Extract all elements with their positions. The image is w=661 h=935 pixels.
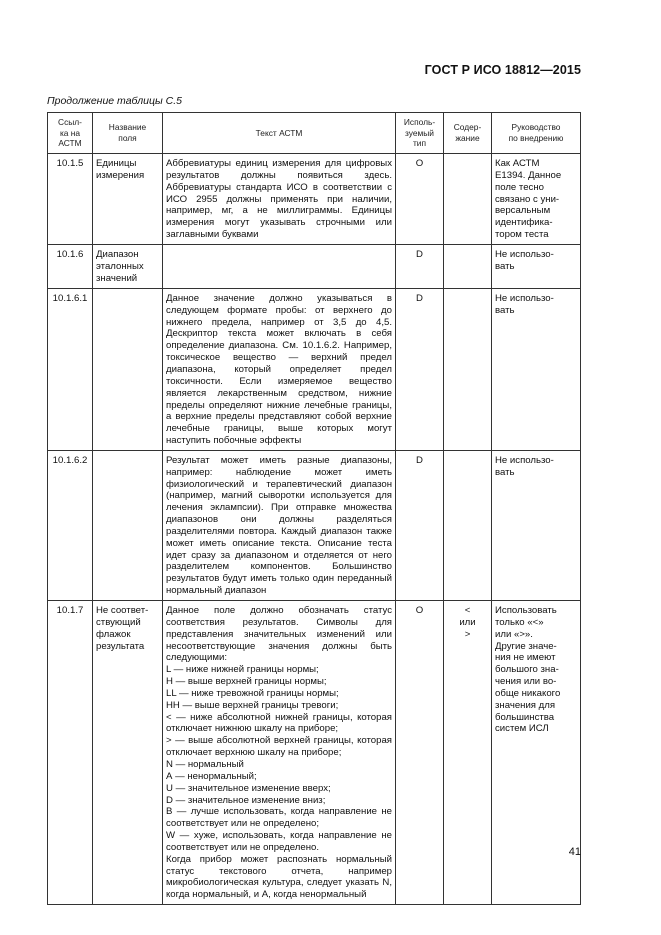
table-caption: Продолжение таблицы С.5 xyxy=(47,95,182,107)
cell-guide: Не использо- вать xyxy=(492,244,581,288)
header-astm-ref: Ссыл- ка на АСТМ xyxy=(48,113,93,154)
cell-content xyxy=(444,154,492,245)
cell-ref: 10.1.6.1 xyxy=(48,288,93,450)
table-row xyxy=(48,154,581,245)
cell-content: < или > xyxy=(444,601,492,905)
cell-name: Диапазон эталонных значений xyxy=(93,244,163,288)
cell-name xyxy=(93,450,163,600)
cell-text: Данное поле должно обозначать статус соответствия результатов. Символы для представления значительных изменений или несоответствующие значения должны быть следующими: L — ниже нижней границы нормы; Н — выше верхней границы нормы; LL — ниже тревожной границы нормы; НН — выше верхней границы тревоги; < — ниже абсолютной нижней границы, которая отключает нижнюю шкалу на приборе; > — выше абсолютной верхней границы, которая отключает верхнюю шкалу на приборе; N — нормальный А — ненормальный; U — значительное изменение вверх; D — значительное изменение вниз; В — лучше использовать, когда направление не соответствует или не определено; W — хуже, использовать, когда направление не соответствует или не определено. Когда прибор может распознать нормальный статус текстового отчета, например микробиологическая культура, следует указать N, когда нормальный, и А, когда ненормальный xyxy=(163,601,396,905)
cell-text: Результат может иметь разные диапазоны, например: наблюдение может иметь физиологический и терапевтический диапазон (например, магний сыворотки используется для лечения эклампсии). При отправке множества диапазонов они должны разделяться разделителями повтора. Каждый диапазон также может иметь описание текста. Описание теста идет сразу за диапазоном и отделяется от него разделителем компонентов. Большинство результатов будут иметь только один переданный нормальный диапазон xyxy=(163,450,396,600)
cell-content xyxy=(444,450,492,600)
cell-ref: 10.1.6.2 xyxy=(48,450,93,600)
table-row xyxy=(48,288,581,450)
cell-guide: Использовать только «<» или «>». Другие значе- ния не имеют большого зна- чения или во- обще никакого значения для большинства систем ИСЛ xyxy=(492,601,581,905)
cell-text: Данное значение должно указываться в следующем формате пробы: от верхнего до нижнего предела, например от 3,5 до 4,5. Дескриптор текста может включать в себя определение диапазона. См. 10.1.6.2. Например, токсическое вещество — верхний предел диапазона, который определяет предел токсичности. Если измеряемое вещество является лекарственным средством, нижние пределы определяют нижние лечебные границы, а верхние пределы представляют собой верхние лечебные границы, выше которых могут наступить побочные эффекты xyxy=(163,288,396,450)
table-row xyxy=(48,601,581,905)
header-field-name: Название поля xyxy=(93,113,163,154)
cell-type: O xyxy=(396,154,444,245)
header-content: Содер- жание xyxy=(444,113,492,154)
header-used-type: Исполь- зуемый тип xyxy=(396,113,444,154)
header-astm-text: Текст АСТМ xyxy=(163,113,396,154)
page-number: 41 xyxy=(568,846,581,858)
cell-name: Единицы измерения xyxy=(93,154,163,245)
table-row xyxy=(48,244,581,288)
table-row xyxy=(48,450,581,600)
document-header: ГОСТ Р ИСО 18812—2015 xyxy=(424,63,581,77)
cell-type: D xyxy=(396,450,444,600)
cell-type: D xyxy=(396,288,444,450)
cell-text: Аббревиатуры единиц измерения для цифровых результатов должны появиться здесь. Аббревиатуры стандарта ИСО в соответствии с ИСО 2955 должны применять при наличии, например, мг, а не миллиграммы. Единицы измерения могут указывать строчными или заглавными буквами xyxy=(163,154,396,245)
cell-content xyxy=(444,288,492,450)
cell-name: Не соответ- ствующий флажок результата xyxy=(93,601,163,905)
cell-guide: Как АСТМ Е1394. Данное поле тесно связано с уни- версальным идентифика- тором теста xyxy=(492,154,581,245)
cell-ref: 10.1.6 xyxy=(48,244,93,288)
astm-table xyxy=(47,112,581,905)
cell-guide: Не использо- вать xyxy=(492,288,581,450)
cell-ref: 10.1.5 xyxy=(48,154,93,245)
cell-type: O xyxy=(396,601,444,905)
header-guide: Руководство по внедрению xyxy=(492,113,581,154)
cell-type: D xyxy=(396,244,444,288)
cell-content xyxy=(444,244,492,288)
cell-guide: Не использо- вать xyxy=(492,450,581,600)
cell-ref: 10.1.7 xyxy=(48,601,93,905)
cell-name xyxy=(93,288,163,450)
cell-text xyxy=(163,244,396,288)
